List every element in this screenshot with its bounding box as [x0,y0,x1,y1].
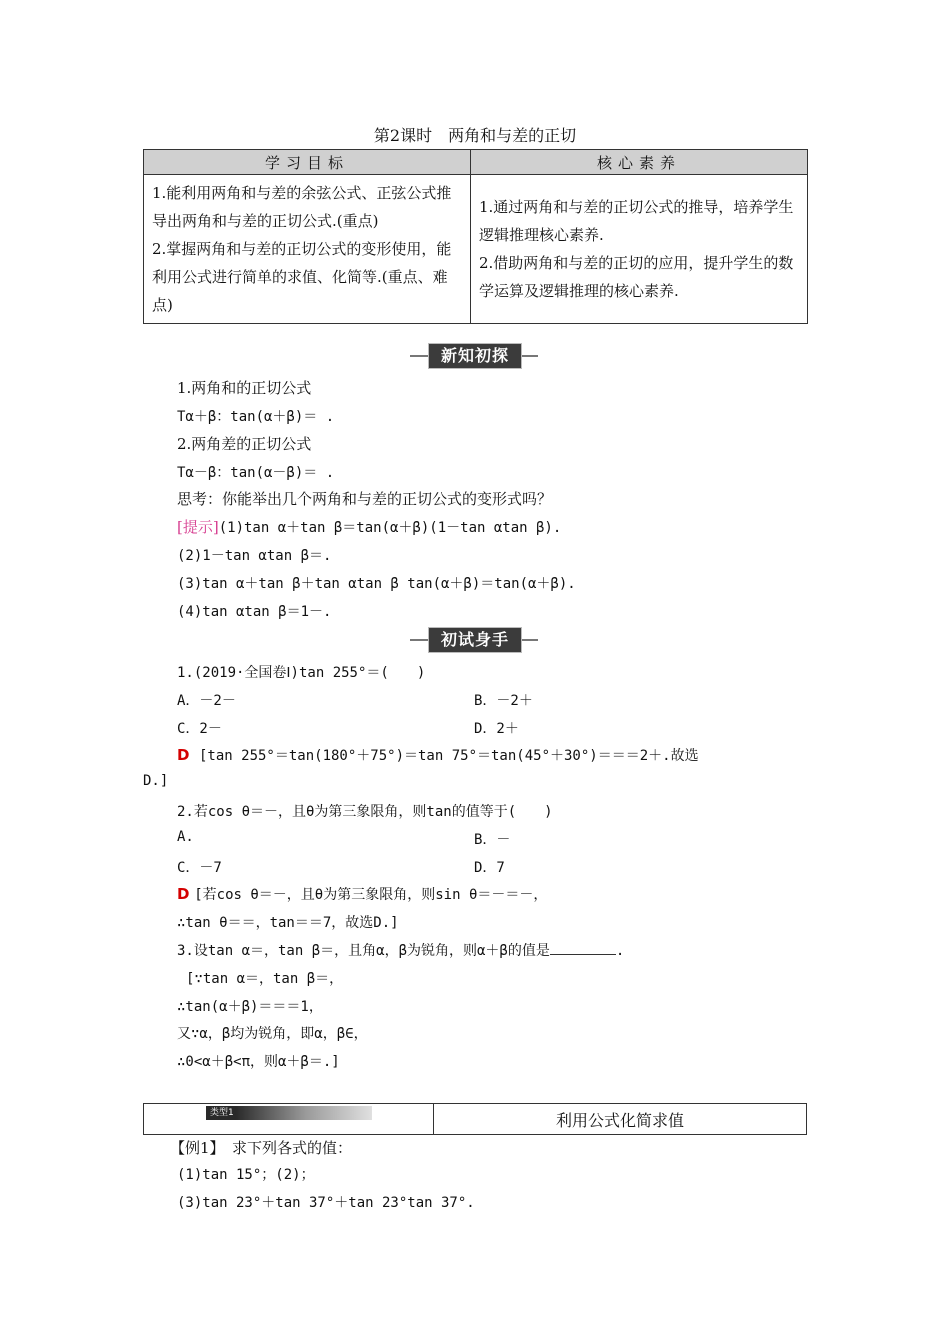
objectives-right-cell: 1.通过两角和与差的正切公式的推导，培养学生逻辑推理核心素养. 2.借助两角和与差的正切的应用，提升学生的数学运算及逻辑推理的核心素养. [471,175,808,324]
formula-sum: Tα＋β：tan(α＋β)＝ . [177,409,335,425]
example1-line-2: (3)tan 23°＋tan 37°＋tan 23°tan 37°. [177,1195,475,1211]
q3-solution-line-3: 又∵α，β均为锐角，即α，β∈， [177,1026,368,1042]
q1-answer: D [177,746,190,764]
q1-option-b: B．－2＋ [474,693,533,709]
formula-heading-diff: 2.两角差的正切公式 [177,435,312,453]
q2-option-d: D．7 [474,860,505,876]
formula-heading-sum: 1.两角和的正切公式 [177,379,312,397]
q1-stem: 1.(2019·全国卷Ⅰ)tan 255°＝( ) [177,665,426,681]
objectives-header-left: 学习目标 [144,150,471,175]
q2-option-a: A. [177,829,194,845]
q2-solution-line-1: D [若cos θ＝－，且θ为第三象限角，则sin θ＝－＝－， [177,885,548,903]
q3-solution-line-1: [∵tan α＝，tan β＝， [186,971,344,987]
think-question: 思考：你能举出几个两角和与差的正切公式的变形式吗？ [177,490,553,508]
example1-stem: 【例1】 求下列各式的值： [170,1139,353,1157]
hint-line-4: (4)tan αtan β＝1－. [177,604,332,620]
hint-label: [提示] [177,518,219,536]
section-banner-trial: 初试身手 [410,627,538,653]
objectives-table [143,149,808,324]
formula-diff: Tα－β：tan(α－β)＝ . [177,465,335,481]
objectives-header-right: 核心素养 [471,150,808,175]
q2-option-b: B．－ [474,832,511,848]
section-banner-new-knowledge: 新知初探 [410,343,538,369]
q2-solution-line-2: ∴tan θ＝＝，tan＝＝7，故选D.] [177,915,399,931]
q1-solution-line-1: D [tan 255°＝tan(180°＋75°)＝tan 75°＝tan(45°＋30°)＝＝＝2＋.故选 [177,746,699,764]
q3-solution-line-4: ∴0<α＋β<π，则α＋β＝.] [177,1054,340,1070]
q3-stem: 3.设tan α＝，tan β＝，且角α，β为锐角，则α＋β的值是 . [177,940,624,960]
hint-line-3: (3)tan α＋tan β＋tan αtan β tan(α＋β)＝tan(α＋β). [177,576,576,592]
q1-option-c: C．2－ [177,721,222,737]
q1-option-d: D．2＋ [474,721,519,737]
q2-stem: 2.若cos θ＝－，且θ为第三象限角，则tan的值等于( ) [177,804,553,820]
q1-solution-line-2: D.] [143,773,169,789]
q2-option-c: C．－7 [177,860,222,876]
page-title: 第2课时 两角和与差的正切 [373,126,577,145]
type-title: 利用公式化简求值 [555,1111,684,1130]
q3-solution-line-2: ∴tan(α＋β)＝＝＝1， [177,999,323,1015]
type-header-box [143,1103,807,1135]
q3-answer-blank[interactable] [550,940,616,955]
example1-label: 【例1】 [170,1139,218,1157]
objectives-left-cell: 1.能利用两角和与差的余弦公式、正弦公式推导出两角和与差的正切公式.(重点) 2.掌握两角和与差的正切公式的变形使用，能利用公式进行简单的求值、化简等.(重点、难点) [144,175,471,324]
type-tag: 类型1 [206,1106,372,1120]
q2-answer: D [177,885,190,903]
example1-line-1: (1)tan 15°；(2)； [177,1167,315,1183]
q1-option-a: A．－2－ [177,693,236,709]
hint-line-1: [提示](1)tan α＋tan β＝tan(α＋β)(1－tan αtan β). [177,518,562,536]
hint-line-2: (2)1－tan αtan β＝. [177,548,332,564]
